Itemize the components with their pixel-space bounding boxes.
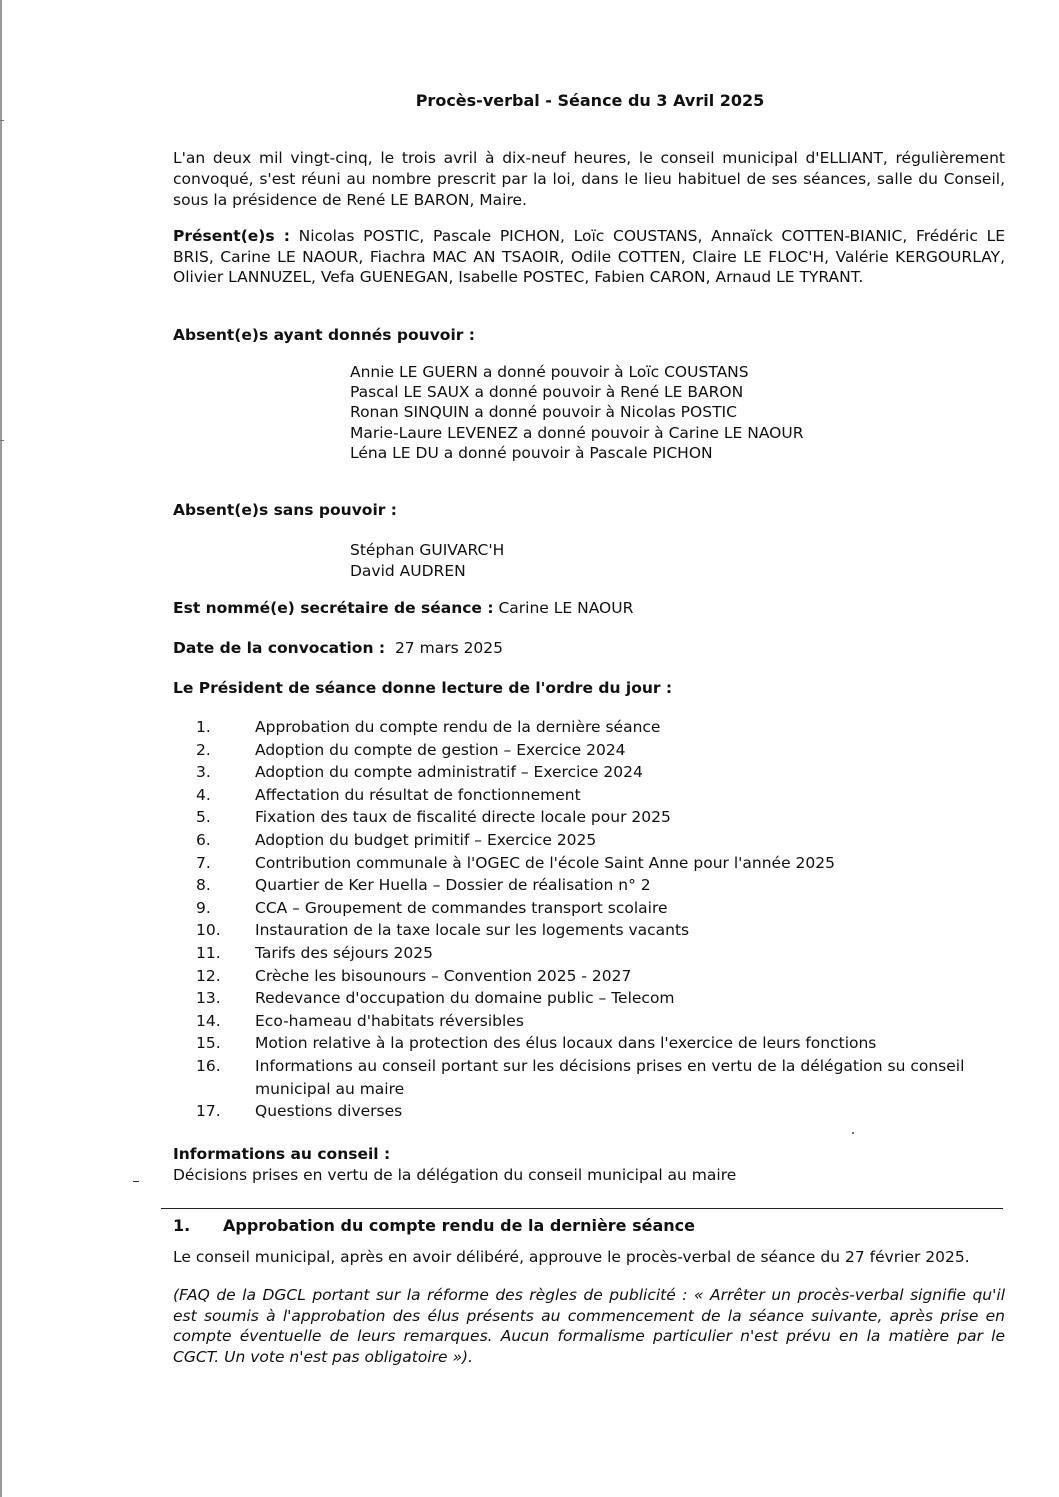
agenda-item [173,1032,1033,1055]
agenda-text: Informations au conseil portant sur les décisions prises en vertu de la délégation su conseil municipal au maire [255,1056,965,1098]
page-title: Procès-verbal - Séance du 3 Avril 2025 [415,91,765,110]
present-list: Nicolas POSTIC, Pascale PICHON, Loïc COUSTANS, Annaïck COTTEN-BIANIC, Frédéric LE BRIS, Carine LE NAOUR, Fiachra MAC AN TSAOIR, Odile COTTEN, Claire LE FLOC'H, Valérie KERGOURLAY, Olivier LANNUZEL, Vefa GUENEGAN, Isabelle POSTEC, Fabien CARON, Arnaud LE TYRANT. [173,227,1005,286]
agenda-number: 3. [196,763,211,782]
agenda-item [173,1010,1033,1033]
agenda-number: 7. [196,853,211,872]
agenda-number: 12. [196,966,221,985]
agenda-number: 8. [196,876,211,895]
agenda-item [173,1100,1033,1123]
agenda-text: Adoption du budget primitif – Exercice 2025 [255,830,597,849]
agenda-number: 2. [196,740,211,759]
convocation-label: Date de la convocation : [173,639,386,657]
agenda-item [173,987,1033,1010]
agenda-item [173,761,1033,784]
scan-mark [0,120,4,121]
agenda-item [173,784,1033,807]
agenda-item [173,806,1033,829]
agenda-item [173,1055,1033,1100]
secretary-value: Carine LE NAOUR [493,599,634,617]
agenda-number: 9. [196,898,211,917]
secretary-line [173,599,1005,618]
list-item: Léna LE DU a donné pouvoir à Pascale PICHON [350,443,713,462]
section-number: 1. [173,1216,191,1235]
agenda-number: 17. [196,1102,221,1121]
list-item: Ronan SINQUIN a donné pouvoir à Nicolas POSTIC [350,403,737,422]
agenda-label: Le Président de séance donne lecture de l'ordre du jour : [173,679,673,697]
agenda-text: Approbation du compte rendu de la dernière séance [255,718,661,736]
agenda-number: 15. [196,1034,221,1053]
secretary-label: Est nommé(e) secrétaire de séance : [173,599,494,617]
list-item: David AUDREN [350,561,466,580]
present-label: Présent(e)s : [173,227,290,245]
section-heading [173,1216,695,1235]
agenda-item [173,852,1033,875]
agenda-text: Crèche les bisounours – Convention 2025 - 2027 [255,966,632,985]
agenda-number: 10. [196,921,221,940]
scan-mark [0,440,4,441]
agenda-number: 4. [196,785,211,804]
agenda-item [173,716,1033,739]
agenda-item [173,919,1033,942]
agenda-text: Adoption du compte de gestion – Exercice 2024 [255,740,626,759]
agenda-text: Eco-hameau d'habitats réversibles [255,1011,524,1030]
margin-dash [133,1181,139,1182]
absent-proxy-label: Absent(e)s ayant donnés pouvoir : [173,326,475,344]
scan-speck [852,1132,854,1134]
agenda-text: Instauration de la taxe locale sur les logements vacants [255,921,690,940]
agenda-text: Affectation du résultat de fonctionnement [255,785,581,804]
agenda-item [173,965,1033,988]
agenda-number: 14. [196,1011,221,1030]
agenda-text: Motion relative à la protection des élus locaux dans l'exercice de leurs fonctions [255,1034,877,1053]
agenda-item [173,897,1033,920]
agenda-item [173,739,1033,762]
agenda-text: Questions diverses [255,1102,403,1121]
present-paragraph [173,226,1005,288]
absent-no-proxy-label: Absent(e)s sans pouvoir : [173,501,398,519]
agenda-number: 11. [196,943,221,962]
agenda-list [173,716,1033,1123]
agenda-text: Adoption du compte administratif – Exercice 2024 [255,763,643,782]
section-note: (FAQ de la DGCL portant sur la réforme des règles de publicité : « Arrêter un procès-verbal signifie qu'il est soumis à l'approbation des élus présents au commencement de la séance suivante, après prise en compte éventuelle de leurs remarques. Aucun formalisme particulier n'est prévu en la matière par le CGCT. Un vote n'est pas obligatoire »). [173,1286,1005,1366]
agenda-item [173,874,1033,897]
agenda-text: Fixation des taux de fiscalité directe locale pour 2025 [255,808,671,827]
agenda-text: Quartier de Ker Huella – Dossier de réalisation n° 2 [255,876,651,895]
list-item: Stéphan GUIVARC'H [350,541,505,559]
agenda-text: CCA – Groupement de commandes transport scolaire [255,898,668,917]
section-paragraph: Le conseil municipal, après en avoir délibéré, approuve le procès-verbal de séance du 27 février 2025. [173,1248,970,1266]
list-item: Marie-Laure LEVENEZ a donné pouvoir à Carine LE NAOUR [350,423,804,442]
info-text: Décisions prises en vertu de la délégation du conseil municipal au maire [173,1166,737,1184]
agenda-text: Tarifs des séjours 2025 [255,943,433,962]
agenda-number: 6. [196,830,211,849]
info-label: Informations au conseil : [173,1145,391,1163]
agenda-item [173,942,1033,965]
agenda-text: Redevance d'occupation du domaine public – Telecom [255,989,675,1008]
scan-edge [0,0,2,1497]
section-title: Approbation du compte rendu de la dernière séance [223,1216,695,1235]
agenda-number: 1. [196,718,211,736]
agenda-number: 5. [196,808,211,827]
agenda-number: 13. [196,989,221,1008]
list-item: Pascal LE SAUX a donné pouvoir à René LE BARON [350,383,744,402]
convocation-line [173,639,1005,658]
agenda-number: 16. [196,1056,221,1075]
agenda-item [173,829,1033,852]
absent-no-proxy-list [350,540,504,581]
list-item: Annie LE GUERN a donné pouvoir à Loïc COUSTANS [350,363,749,381]
agenda-text: Contribution communale à l'OGEC de l'école Saint Anne pour l'année 2025 [255,853,836,872]
intro-paragraph: L'an deux mil vingt-cinq, le trois avril à dix-neuf heures, le conseil municipal d'ELLIANT, régulièrement convoqué, s'est réuni au nombre prescrit par la loi, dans le lieu habituel de ses séances, salle du Conseil, sous la présidence de René LE BARON, Maire. [173,149,1005,209]
convocation-value: 27 mars 2025 [385,639,504,657]
absent-proxy-list [350,362,803,463]
section-divider [161,1208,1003,1209]
